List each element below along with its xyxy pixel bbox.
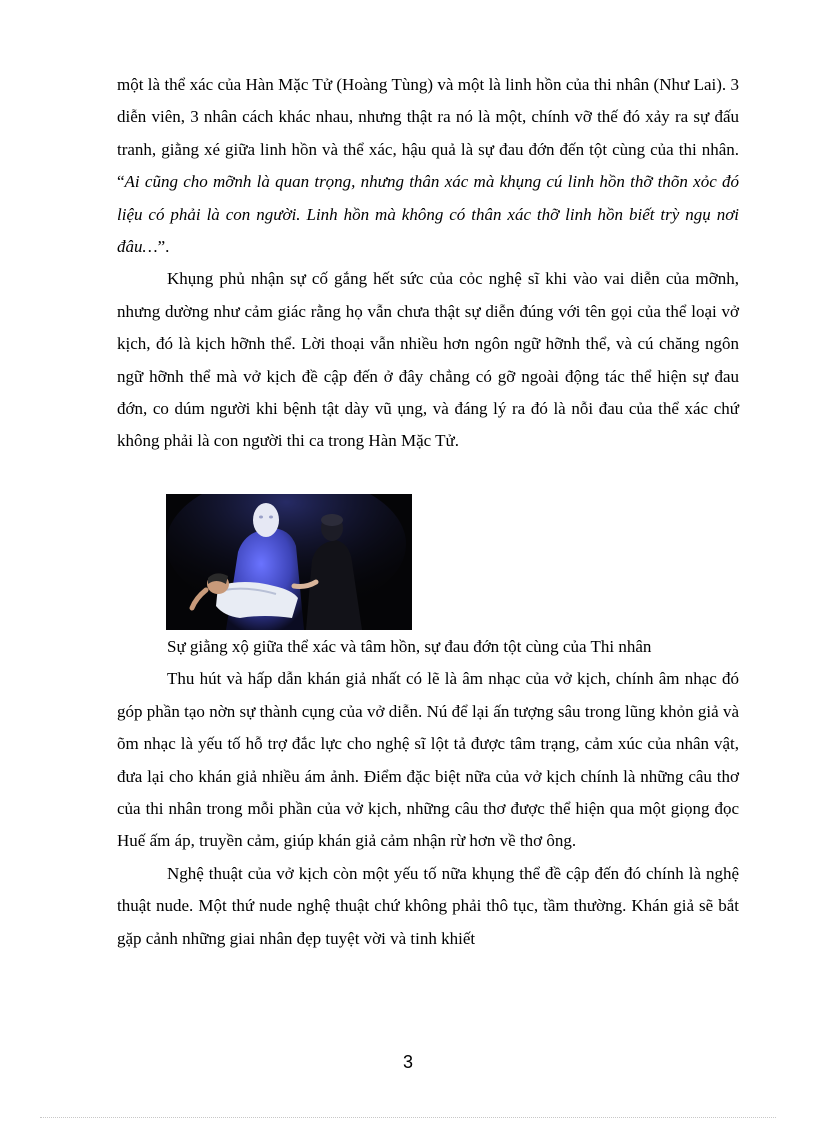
page-number: 3: [402, 1052, 413, 1072]
performance-photo: [166, 494, 412, 630]
play-quote: Ai cũng cho mỡnh là quan trọng, nhưng thân xác mà khụng cú linh hồn thỡ thõn xỏc đó liệu có phải là con người. Linh hồn mà không có thân xác thỡ linh hồn biết trỳ ngụ nơi đâu…: [117, 172, 739, 257]
figure-caption: Sự giằng xộ giữa thể xác và tâm hồn, sự đau đớn tột cùng của Thi nhân: [167, 637, 652, 656]
paragraph-1-text: một là thể xác của Hàn Mặc Tử (Hoàng Tùng) và một là linh hồn của thi nhân (Như Lai). 3 diễn viên, 3 nhân cách khác nhau, nhưng thật ra nó là một, chính vỡ thế đó xảy ra sự đấu tranh, giằng xé giữa linh hồn và thể xác, hậu quả là sự đau đớn đến tột cùng của thi nhân. “: [117, 75, 739, 192]
text-block-top: [117, 69, 739, 458]
performance-photo-illustration: [166, 494, 412, 630]
paragraph-3: Thu hút và hấp dẫn khán giả nhất có lẽ là âm nhạc của vở kịch, chính âm nhạc đó góp phần tạo nờn sự thành cụng của vở diễn. Nú để lại ấn tượng sâu trong lũng khỏn giả và õm nhạc là yếu tố hỗ trợ đắc lực cho nghệ sĩ lột tả được tâm trạng, cảm xúc của nhân vật, đưa lại cho khán giả nhiều ám ảnh. Điểm đặc biệt nữa của vở kịch chính là những câu thơ của thi nhân trong mỗi phần của vở kịch, những câu thơ được thể hiện qua một giọng đọc Huế ấm áp, truyền cảm, giúp khán giả cảm nhận rừ hơn về thơ ông.: [117, 669, 739, 851]
paragraph-4: Nghệ thuật của vở kịch còn một yếu tố nữa khụng thể đề cập đến đó chính là nghệ thuật nude. Một thứ nude nghệ thuật chứ không phải thô tục, tầm thường. Khán giả sẽ bắt gặp cảnh những giai nhân đẹp tuyệt vời và tinh khiết: [117, 863, 739, 948]
text-block-bottom: [117, 631, 739, 955]
footer-divider: [40, 1117, 776, 1118]
paragraph-1-closing: ”.: [157, 237, 170, 257]
paragraph-1: [117, 69, 739, 263]
paragraph-2: Khụng phủ nhận sự cố gắng hết sức của cỏc nghệ sĩ khi vào vai diễn của mỡnh, nhưng dường như cảm giác rằng họ vẫn chưa thật sự diễn đúng với tên gọi của thể loại vở kịch, đó là kịch hỡnh thể. Lời thoại vẫn nhiều hơn ngôn ngữ hỡnh thể, và cú chăng ngôn ngữ hỡnh thể mà vở kịch đề cập đến ở đây chẳng có gỡ ngoài động tác thể hiện sự đau đớn, co dúm người khi bệnh tật dày vũ ụng, và đáng lý ra đó là nỗi đau của thể xác chứ không phải là con người thi ca trong Hàn Mặc Tử.: [117, 269, 739, 451]
